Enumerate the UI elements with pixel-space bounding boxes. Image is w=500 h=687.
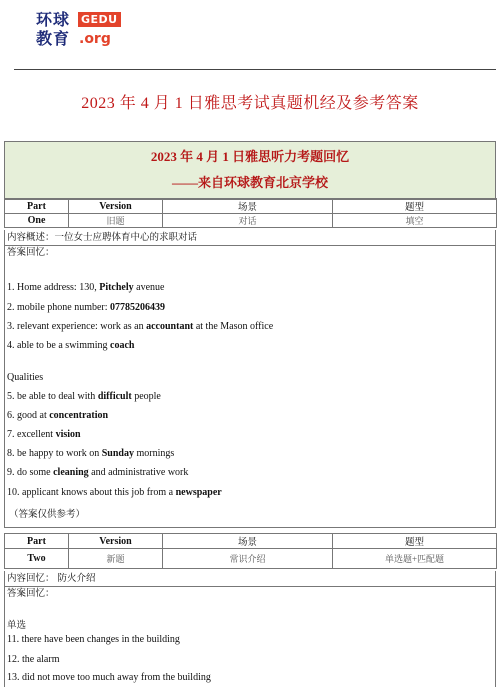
answer-keyword: vision (55, 429, 81, 440)
header-divider (14, 69, 496, 70)
answer-item (7, 466, 188, 479)
answer-text: 8. be happy to work on (7, 448, 102, 459)
answer-keyword: 07785206439 (110, 302, 166, 313)
col-part-header: Part (5, 199, 69, 214)
answer-text: 1. Home address: 130, (7, 282, 100, 293)
gedu-logo (36, 11, 136, 51)
answer-item (7, 409, 108, 422)
logo-brand-badge: GEDU (78, 12, 121, 27)
single-choice-label: 单选 (7, 620, 27, 631)
answer-text: 2. mobile phone number: (7, 302, 111, 313)
part-one-summary-row (4, 230, 496, 246)
col-scene-header: 场景 (163, 534, 333, 549)
answer-keyword: coach (110, 340, 135, 351)
section-header (4, 141, 496, 200)
answer-keyword: difficult (97, 391, 132, 402)
col-scene-header: 场景 (163, 199, 333, 214)
recall-label: 答案回忆： (7, 588, 55, 599)
answer-text: 6. good at (7, 410, 50, 421)
answer-text: people (131, 391, 161, 402)
qualities-label: Qualities (7, 372, 44, 383)
answer-item (7, 447, 174, 460)
answer-keyword: cleaning (53, 467, 89, 478)
part-two-summary-row (4, 571, 496, 587)
col-type-header: 题型 (333, 199, 497, 214)
part-one-table (4, 198, 497, 228)
answer-item (7, 428, 81, 441)
scene-value: 常识介绍 (163, 549, 333, 569)
answer-note: （答案仅供参考） (9, 509, 86, 520)
part-two-table (4, 533, 497, 569)
version-value: 新题 (69, 549, 163, 569)
answer-item (7, 486, 222, 499)
scene-value: 对话 (163, 214, 333, 228)
part-one-summary: 内容概述：一位女士应聘体育中心的求职对话 (7, 232, 198, 243)
answer-keyword: accountant (146, 321, 194, 332)
answer-item (7, 301, 165, 314)
logo-text-line1: 环球 (36, 10, 71, 29)
type-value: 单选题+匹配题 (333, 549, 497, 569)
part-one-answers (4, 245, 496, 528)
col-type-header: 题型 (333, 534, 497, 549)
answer-item: 12. the alarm (7, 654, 60, 665)
answer-item (7, 390, 161, 403)
logo-text-line2: 教育 (36, 29, 71, 48)
answer-item: 13. did not move too much away from the building (7, 672, 211, 683)
answer-text: mornings (133, 448, 175, 459)
section-header-title: 2023 年 4 月 1 日雅思听力考题回忆 (150, 149, 350, 164)
part-value: Two (5, 549, 69, 569)
answer-keyword: Pitchely (99, 282, 134, 293)
type-value: 填空 (333, 214, 497, 228)
answer-text: 10. applicant knows about this job from a (7, 487, 176, 498)
answer-keyword: newspaper (175, 487, 222, 498)
answer-text: 3. relevant experience: work as an (7, 321, 147, 332)
col-part-header: Part (5, 534, 69, 549)
col-version-header: Version (69, 534, 163, 549)
answer-keyword: Sunday (101, 448, 134, 459)
part-two-answers (4, 586, 496, 687)
answer-text: at the Mason office (193, 321, 274, 332)
col-version-header: Version (69, 199, 163, 214)
section-header-subtitle: ——来自环球教育北京学校 (171, 175, 328, 190)
recall-label: 答案回忆： (7, 247, 55, 258)
document-title: 2023 年 4 月 1 日雅思考试真题机经及参考答案 (81, 95, 419, 112)
logo-domain: .org (79, 31, 111, 47)
answer-text: avenue (133, 282, 165, 293)
answer-text: 7. excellent (7, 429, 56, 440)
answer-item (7, 339, 135, 352)
part-value: One (5, 214, 69, 228)
answer-text: 9. do some (7, 467, 54, 478)
answer-text: 5. be able to deal with (7, 391, 98, 402)
answer-item (7, 320, 273, 333)
answer-item: 11. there have been changes in the building (7, 634, 180, 645)
answer-text: and administrative work (88, 467, 189, 478)
version-value: 旧题 (69, 214, 163, 228)
part-two-summary: 内容回忆： 防火介绍 (7, 573, 96, 584)
answer-keyword: concentration (49, 410, 109, 421)
answer-item (7, 281, 164, 294)
answer-text: 4. able to be a swimming (7, 340, 111, 351)
